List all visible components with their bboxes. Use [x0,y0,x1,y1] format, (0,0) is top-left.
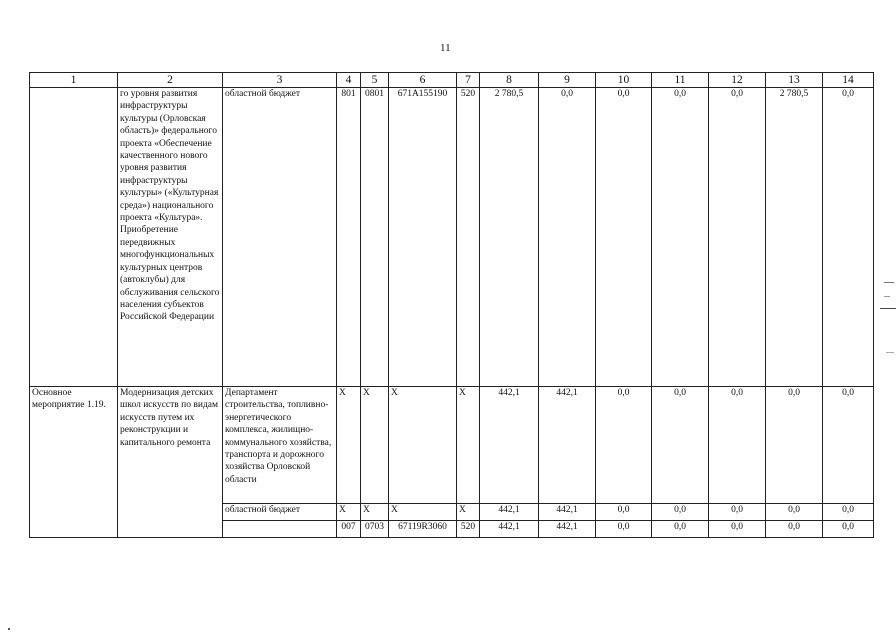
header-cell: 8 [480,73,539,88]
executor-cell: областной бюджет [223,88,337,387]
code-cell: 671A155190 [389,88,457,387]
value-cell: 442,1 [480,521,539,538]
code-cell: X [389,387,457,504]
header-cell: 3 [223,73,337,88]
header-row [30,73,874,88]
page-number: 11 [440,42,451,54]
header-cell: 13 [766,73,823,88]
value-cell: 442,1 [539,521,596,538]
value-cell: 0,0 [709,521,766,538]
value-cell: 0,0 [823,387,874,504]
code-cell: 801 [337,88,361,387]
value-cell: 0,0 [652,521,709,538]
header-cell: 11 [652,73,709,88]
value-cell: 0,0 [766,521,823,538]
header-cell: 10 [596,73,652,88]
event-cell: Основное мероприятие 1.19. [30,387,118,538]
header-cell: 14 [823,73,874,88]
value-cell: 0,0 [709,387,766,504]
value-cell: 0,0 [539,88,596,387]
value-cell: 442,1 [539,387,596,504]
code-cell: X [389,504,457,521]
executor-cell: областной бюджет [223,504,337,521]
value-cell: 2 780,5 [766,88,823,387]
code-cell: 520 [457,521,480,538]
code-cell: X [337,504,361,521]
header-cell: 7 [457,73,480,88]
code-cell: 67119R3060 [389,521,457,538]
budget-table [29,72,874,538]
value-cell: 0,0 [596,88,652,387]
code-cell: 0703 [361,521,389,538]
description-cell: го уровня развития инфраструктуры культуры (Орловская область)» федерального проекта «Обеспечение качественного нового уровня развития инфраструктуры культуры» («Культурная среда») национального проекта «Культура». Приобретение передвижных многофункциональных культурных центров (автоклубы) для обслуживания сельского населения субъектов Российской Федерации [118,88,223,387]
scan-dot [8,628,10,630]
scan-mark [884,296,890,297]
header-cell: 5 [361,73,389,88]
value-cell: 0,0 [766,387,823,504]
value-cell: 0,0 [823,521,874,538]
executor-cell: Департамент строительства, топливно-энергетического комплекса, жилищно-коммунального хозяйства, транспорта и дорожного хозяйства Орловской области [223,387,337,504]
scan-mark [884,282,894,283]
header-cell: 1 [30,73,118,88]
value-cell: 0,0 [709,504,766,521]
code-cell: 0801 [361,88,389,387]
value-cell: 2 780,5 [480,88,539,387]
scan-mark [880,308,896,309]
value-cell: 442,1 [539,504,596,521]
value-cell: 442,1 [480,504,539,521]
header-cell: 12 [709,73,766,88]
value-cell: 0,0 [709,88,766,387]
value-cell: 0,0 [596,521,652,538]
code-cell: X [457,504,480,521]
value-cell: 0,0 [596,387,652,504]
scan-mark [886,352,894,353]
code-cell: X [361,387,389,504]
table-row [30,387,874,504]
header-cell: 4 [337,73,361,88]
code-cell: 007 [337,521,361,538]
value-cell: 0,0 [652,387,709,504]
code-cell: 520 [457,88,480,387]
value-cell: 0,0 [766,504,823,521]
value-cell: 442,1 [480,387,539,504]
value-cell: 0,0 [652,504,709,521]
value-cell: 0,0 [823,504,874,521]
value-cell: 0,0 [823,88,874,387]
code-cell: X [457,387,480,504]
header-cell: 6 [389,73,457,88]
executor-cell [223,521,337,538]
header-cell: 9 [539,73,596,88]
table-row [30,88,874,387]
value-cell: 0,0 [596,504,652,521]
header-cell: 2 [118,73,223,88]
event-cell [30,88,118,387]
value-cell: 0,0 [652,88,709,387]
code-cell: X [337,387,361,504]
code-cell: X [361,504,389,521]
description-cell: Модернизация детских школ искусств по видам искусств путем их реконструкции и капитального ремонта [118,387,223,538]
